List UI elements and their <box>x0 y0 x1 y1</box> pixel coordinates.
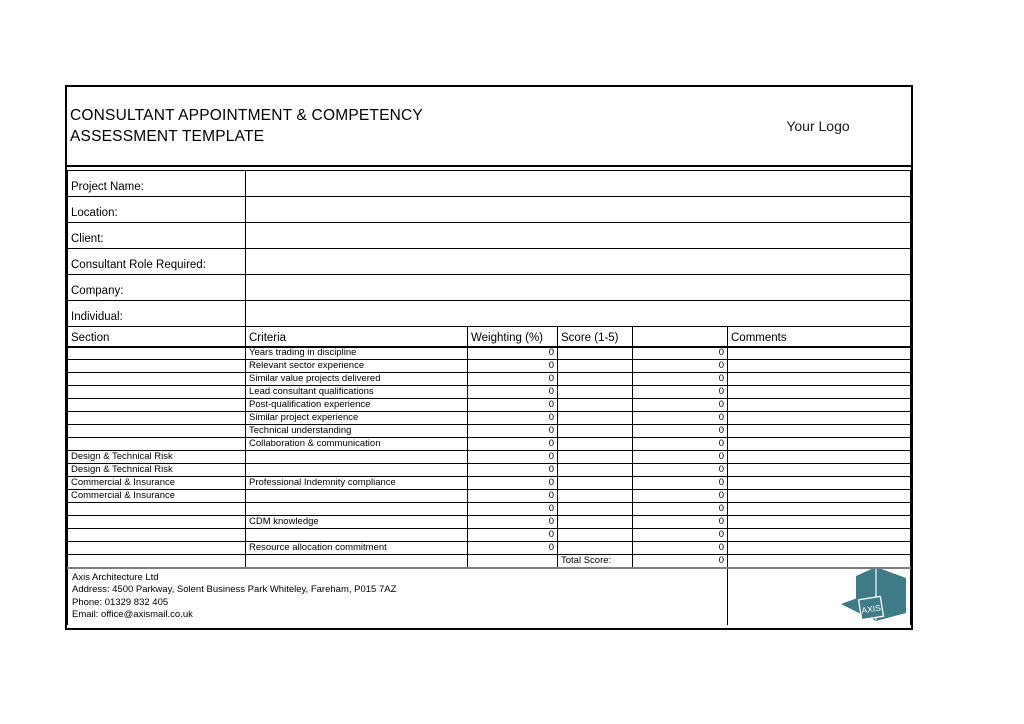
weighted-score-cell: 0 <box>633 477 728 490</box>
document <box>65 85 913 630</box>
score-cell <box>558 399 633 412</box>
weighted-score-cell: 0 <box>633 425 728 438</box>
comments-cell <box>728 529 911 542</box>
weighting-cell <box>468 555 558 568</box>
weighting-cell: 0 <box>468 347 558 360</box>
comments-cell <box>728 386 911 399</box>
table-row <box>68 399 911 412</box>
field-label: Consultant Role Required: <box>68 249 246 275</box>
comments-cell <box>728 373 911 386</box>
criteria-cell <box>246 529 468 542</box>
table-row <box>68 425 911 438</box>
criteria-cell: Relevant sector experience <box>246 360 468 373</box>
table-row <box>68 503 911 516</box>
section-cell <box>68 503 246 516</box>
table-row <box>68 373 911 386</box>
company-phone: Phone: 01329 832 405 <box>72 596 169 608</box>
weighted-score-cell: 0 <box>633 399 728 412</box>
total-score-value: 0 <box>633 555 728 568</box>
weighting-cell: 0 <box>468 464 558 477</box>
form-row-project-name <box>68 171 911 197</box>
field-value <box>246 171 911 197</box>
comments-cell <box>728 516 911 529</box>
weighting-cell: 0 <box>468 399 558 412</box>
comments-cell <box>728 490 911 503</box>
weighting-cell: 0 <box>468 412 558 425</box>
criteria-cell: Similar value projects delivered <box>246 373 468 386</box>
header-score: Score (1-5) <box>558 327 633 347</box>
header-criteria: Criteria <box>246 327 468 347</box>
comments-cell <box>728 425 911 438</box>
weighted-score-cell: 0 <box>633 412 728 425</box>
criteria-cell <box>246 503 468 516</box>
field-label: Client: <box>68 223 246 249</box>
comments-cell <box>728 555 911 568</box>
table-row <box>68 360 911 373</box>
criteria-cell: Collaboration & communication <box>246 438 468 451</box>
score-cell <box>558 386 633 399</box>
header-section: Section <box>68 327 246 347</box>
weighting-cell: 0 <box>468 451 558 464</box>
total-score-row <box>68 555 911 568</box>
field-label: Project Name: <box>68 171 246 197</box>
weighting-cell: 0 <box>468 438 558 451</box>
form-row-company <box>68 275 911 301</box>
header-comments: Comments <box>728 327 911 347</box>
weighted-score-cell: 0 <box>633 360 728 373</box>
section-cell <box>68 516 246 529</box>
comments-cell <box>728 360 911 373</box>
table-row <box>68 347 911 360</box>
section-cell: Design & Technical Risk <box>68 464 246 477</box>
form-row-consultant-role <box>68 249 911 275</box>
criteria-cell <box>246 490 468 503</box>
weighted-score-cell: 0 <box>633 490 728 503</box>
axis-logo-text: AXIS <box>860 602 882 615</box>
weighted-score-cell: 0 <box>633 542 728 555</box>
table-row <box>68 451 911 464</box>
section-cell <box>68 542 246 555</box>
section-cell <box>68 386 246 399</box>
score-cell <box>558 529 633 542</box>
score-cell <box>558 425 633 438</box>
section-cell: Commercial & Insurance <box>68 490 246 503</box>
criteria-cell <box>246 451 468 464</box>
company-email: Email: office@axismail.co.uk <box>72 609 193 620</box>
weighting-cell: 0 <box>468 542 558 555</box>
table-row <box>68 477 911 490</box>
form-row-individual <box>68 301 911 327</box>
field-value <box>246 223 911 249</box>
table-row <box>68 490 911 503</box>
weighted-score-cell: 0 <box>633 516 728 529</box>
table-row <box>68 516 911 529</box>
axis-logo-icon <box>839 568 909 624</box>
weighted-score-cell: 0 <box>633 503 728 516</box>
table-row <box>68 529 911 542</box>
weighted-score-cell: 0 <box>633 464 728 477</box>
field-value <box>246 275 911 301</box>
company-address: Address: 4500 Parkway, Solent Business Park Whiteley, Fareham, P015 7AZ <box>72 584 397 595</box>
form-row-client <box>68 223 911 249</box>
table-row <box>68 386 911 399</box>
criteria-cell: Professional Indemnity compliance <box>246 477 468 490</box>
section-cell <box>68 425 246 438</box>
header-weighting: Weighting (%) <box>468 327 558 347</box>
weighted-score-cell: 0 <box>633 451 728 464</box>
header-weighted-score <box>633 327 728 347</box>
table-row <box>68 464 911 477</box>
section-cell <box>68 347 246 360</box>
section-cell <box>68 412 246 425</box>
weighted-score-cell: 0 <box>633 373 728 386</box>
weighted-score-cell: 0 <box>633 386 728 399</box>
weighting-cell: 0 <box>468 477 558 490</box>
footer-row <box>68 568 911 625</box>
weighting-cell: 0 <box>468 425 558 438</box>
comments-cell <box>728 399 911 412</box>
field-value <box>246 249 911 275</box>
weighting-cell: 0 <box>468 529 558 542</box>
logo-placeholder-text: Your Logo <box>786 118 850 134</box>
score-cell <box>558 477 633 490</box>
total-score-label: Total Score: <box>558 555 633 568</box>
comments-cell <box>728 412 911 425</box>
section-cell: Commercial & Insurance <box>68 477 246 490</box>
form-row-location <box>68 197 911 223</box>
field-label: Individual: <box>68 301 246 327</box>
score-cell <box>558 490 633 503</box>
criteria-cell <box>246 555 468 568</box>
table-row <box>68 438 911 451</box>
score-cell <box>558 516 633 529</box>
weighting-cell: 0 <box>468 386 558 399</box>
score-cell <box>558 360 633 373</box>
score-cell <box>558 464 633 477</box>
comments-cell <box>728 347 911 360</box>
field-label: Location: <box>68 197 246 223</box>
criteria-cell: Similar project experience <box>246 412 468 425</box>
criteria-cell: Resource allocation commitment <box>246 542 468 555</box>
table-row <box>68 542 911 555</box>
table-row <box>68 412 911 425</box>
comments-cell <box>728 438 911 451</box>
comments-cell <box>728 464 911 477</box>
weighting-cell: 0 <box>468 516 558 529</box>
criteria-cell <box>246 464 468 477</box>
title-block <box>67 87 911 167</box>
axis-logo-label <box>859 596 884 619</box>
section-cell <box>68 360 246 373</box>
comments-cell <box>728 503 911 516</box>
comments-cell <box>728 451 911 464</box>
section-cell <box>68 399 246 412</box>
section-cell <box>68 529 246 542</box>
document-title: CONSULTANT APPOINTMENT & COMPETENCY ASSESSMENT TEMPLATE <box>70 107 423 145</box>
section-cell <box>68 373 246 386</box>
weighting-cell: 0 <box>468 503 558 516</box>
weighting-cell: 0 <box>468 360 558 373</box>
score-cell <box>558 503 633 516</box>
score-cell <box>558 373 633 386</box>
company-logo-cell <box>728 568 911 625</box>
criteria-cell: CDM knowledge <box>246 516 468 529</box>
section-cell: Design & Technical Risk <box>68 451 246 464</box>
section-cell <box>68 438 246 451</box>
score-cell <box>558 412 633 425</box>
criteria-cell: Post-qualification experience <box>246 399 468 412</box>
score-cell <box>558 542 633 555</box>
weighting-cell: 0 <box>468 373 558 386</box>
weighted-score-cell: 0 <box>633 438 728 451</box>
company-name: Axis Architecture Ltd <box>72 571 159 583</box>
weighted-score-cell: 0 <box>633 529 728 542</box>
table-header-row <box>68 327 911 347</box>
comments-cell <box>728 542 911 555</box>
field-value <box>246 197 911 223</box>
field-value <box>246 301 911 327</box>
score-cell <box>558 438 633 451</box>
field-label: Company: <box>68 275 246 301</box>
score-cell <box>558 347 633 360</box>
section-cell <box>68 555 246 568</box>
assessment-sheet <box>67 170 911 625</box>
criteria-cell: Years trading in discipline <box>246 347 468 360</box>
score-cell <box>558 451 633 464</box>
weighted-score-cell: 0 <box>633 347 728 360</box>
comments-cell <box>728 477 911 490</box>
company-details <box>68 568 728 625</box>
weighting-cell: 0 <box>468 490 558 503</box>
criteria-cell: Lead consultant qualifications <box>246 386 468 399</box>
criteria-cell: Technical understanding <box>246 425 468 438</box>
